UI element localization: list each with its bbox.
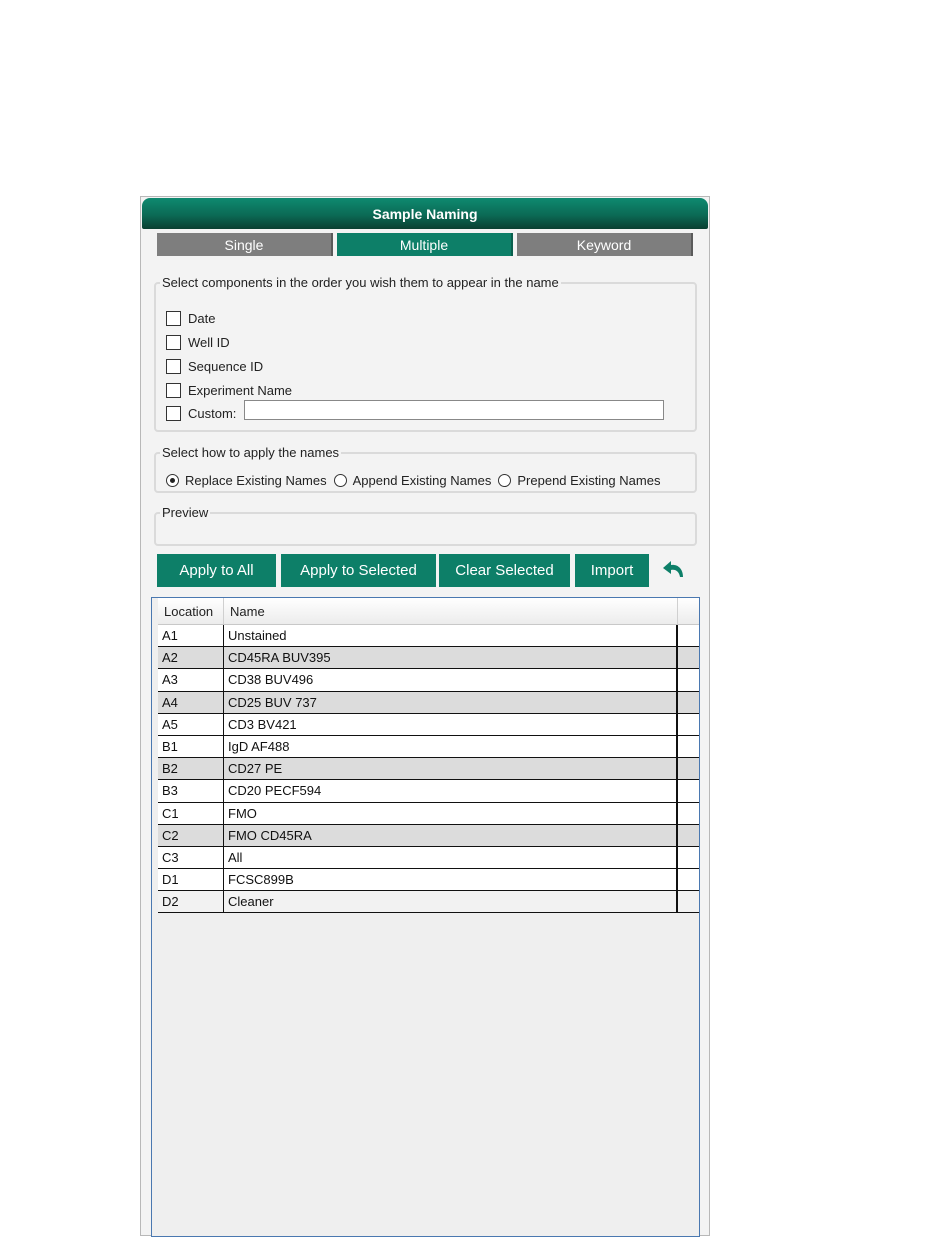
table-row[interactable] — [158, 758, 699, 780]
custom-name-input[interactable] — [244, 400, 664, 420]
experiment-name-label: Experiment Name — [188, 382, 293, 398]
replace-radio[interactable] — [166, 474, 179, 487]
name-cell[interactable]: IgD AF488 — [224, 736, 678, 757]
location-cell: C1 — [158, 803, 224, 824]
name-cell[interactable]: FMO CD45RA — [224, 825, 678, 846]
apply-to-all-button[interactable]: Apply to All — [157, 554, 276, 587]
name-cell[interactable]: CD38 BUV496 — [224, 669, 678, 690]
option-experiment-name[interactable] — [166, 381, 292, 399]
location-cell: C3 — [158, 847, 224, 868]
tab-keyword[interactable]: Keyword — [517, 233, 693, 256]
location-cell: B2 — [158, 758, 224, 779]
prepend-label: Prepend Existing Names — [517, 473, 661, 488]
name-cell[interactable]: All — [224, 847, 678, 868]
custom-label: Custom: — [188, 405, 237, 421]
option-sequence-id[interactable] — [166, 357, 263, 375]
well-id-checkbox[interactable] — [166, 335, 181, 350]
option-replace[interactable] — [166, 473, 327, 488]
tab-single[interactable]: Single — [157, 233, 333, 256]
sequence-id-checkbox[interactable] — [166, 359, 181, 374]
location-cell: A4 — [158, 692, 224, 713]
location-cell: D1 — [158, 869, 224, 890]
location-cell: A1 — [158, 625, 224, 646]
tab-bar — [157, 233, 694, 257]
location-cell: A2 — [158, 647, 224, 668]
replace-label: Replace Existing Names — [185, 473, 327, 488]
components-legend: Select components in the order you wish them to appear in the name — [162, 275, 559, 290]
table-row[interactable] — [158, 825, 699, 847]
name-cell[interactable]: CD25 BUV 737 — [224, 692, 678, 713]
table-row[interactable] — [158, 803, 699, 825]
table-row[interactable] — [158, 625, 699, 647]
option-append[interactable] — [334, 473, 492, 488]
table-row[interactable] — [158, 647, 699, 669]
option-prepend[interactable] — [498, 473, 660, 488]
location-cell: C2 — [158, 825, 224, 846]
table-row[interactable] — [158, 714, 699, 736]
grid-rows — [158, 625, 699, 913]
window-title: Sample Naming — [142, 198, 708, 229]
components-group — [154, 275, 697, 432]
import-button[interactable]: Import — [575, 554, 649, 587]
table-row[interactable] — [158, 780, 699, 802]
location-cell: B3 — [158, 780, 224, 801]
experiment-name-checkbox[interactable] — [166, 383, 181, 398]
date-checkbox[interactable] — [166, 311, 181, 326]
sample-grid[interactable] — [151, 597, 700, 1237]
name-cell[interactable]: FMO — [224, 803, 678, 824]
name-cell[interactable]: Cleaner — [224, 891, 678, 912]
preview-group — [154, 505, 697, 546]
option-well-id[interactable] — [166, 333, 230, 351]
apply-to-selected-button[interactable]: Apply to Selected — [281, 554, 436, 587]
tab-multiple[interactable]: Multiple — [337, 233, 513, 256]
date-label: Date — [188, 310, 216, 326]
name-cell[interactable]: CD3 BV421 — [224, 714, 678, 735]
sample-naming-panel — [140, 196, 710, 1236]
location-cell: D2 — [158, 891, 224, 912]
column-header-location[interactable]: Location — [158, 598, 224, 624]
option-date[interactable] — [166, 309, 215, 327]
custom-checkbox[interactable] — [166, 406, 181, 421]
table-row[interactable] — [158, 847, 699, 869]
name-cell[interactable]: CD45RA BUV395 — [224, 647, 678, 668]
table-row[interactable] — [158, 869, 699, 891]
table-row[interactable] — [158, 891, 699, 913]
name-cell[interactable]: Unstained — [224, 625, 678, 646]
append-radio[interactable] — [334, 474, 347, 487]
name-cell[interactable]: CD27 PE — [224, 758, 678, 779]
undo-arrow-icon[interactable] — [660, 559, 688, 581]
table-row[interactable] — [158, 669, 699, 691]
name-cell[interactable]: FCSC899B — [224, 869, 678, 890]
name-cell[interactable]: CD20 PECF594 — [224, 780, 678, 801]
table-row[interactable] — [158, 736, 699, 758]
preview-legend: Preview — [162, 505, 209, 520]
option-custom[interactable] — [166, 404, 236, 422]
location-cell: A3 — [158, 669, 224, 690]
column-header-name[interactable]: Name — [224, 598, 678, 624]
apply-mode-options — [166, 473, 667, 488]
append-label: Append Existing Names — [352, 473, 492, 488]
sequence-id-label: Sequence ID — [188, 358, 264, 374]
location-cell: A5 — [158, 714, 224, 735]
grid-header — [158, 598, 699, 625]
clear-selected-button[interactable]: Clear Selected — [439, 554, 570, 587]
apply-mode-legend: Select how to apply the names — [162, 445, 340, 460]
prepend-radio[interactable] — [498, 474, 511, 487]
apply-mode-group — [154, 445, 697, 493]
well-id-label: Well ID — [188, 334, 230, 350]
table-row[interactable] — [158, 692, 699, 714]
location-cell: B1 — [158, 736, 224, 757]
